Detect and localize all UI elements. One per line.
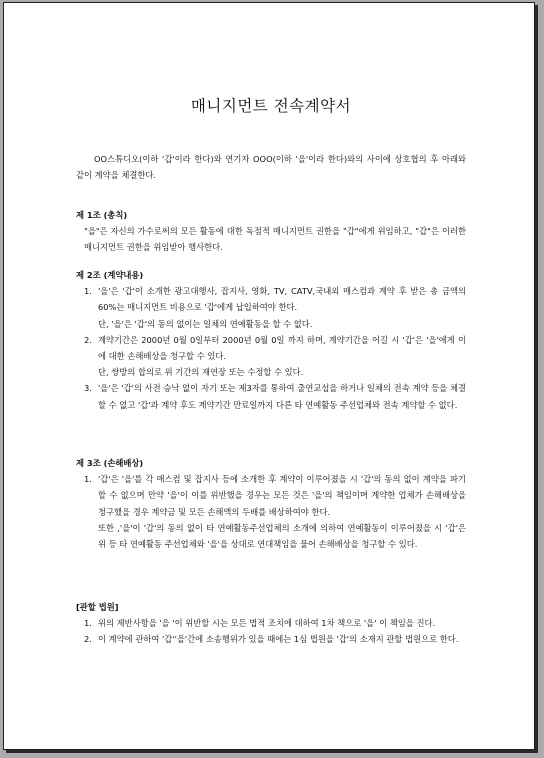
item-number: 3. [84,383,92,394]
list-item [76,615,466,631]
item-text: '을'은 '갑'의 사전 승낙 없이 자기 또는 제3자를 통하여 출연교섭을 하거나 일체의 전속 계약 등을 체결할 수 없고 '갑'과 계약 후도 계약기간 만료일까지 다른 타 연예활동 주선업체와 전속 계약할 수 없다. [98,383,466,410]
item-subtext: 단, '을'은 '갑'의 동의 없이는 일체의 연예활동을 할 수 없다. [98,318,313,329]
list-item [76,380,466,412]
item-number: 1. [84,286,92,297]
list-item [76,283,466,332]
item-subtext: 단, 쌍방의 합의로 위 기간의 재연장 또는 수정할 수 있다. [98,367,304,378]
section-3 [76,455,466,552]
item-text: 이 계약에 관하여 '갑''을'간에 소송행위가 있을 때에는 1심 법원을 '갑'의 소재지 관할 법원으로 한다. [98,634,459,645]
item-number: 1. [84,474,92,485]
intro-block [76,151,466,183]
section-1 [76,207,466,256]
section-2 [76,267,466,413]
section-heading: 제 1조 (총칙) [76,210,128,220]
list-item [76,471,466,552]
list-item [76,332,466,381]
item-text: 위의 제반사항을 '을 '이 위반할 시는 모든 법적 조치에 대하여 1차 책으로 '을' 이 책임을 진다. [98,618,436,629]
section-paragraph: "을"은 자신의 가수로써의 모든 활동에 대한 독점적 매니지먼트 권한을 "갑"에게 위임하고, "갑"은 이러한 매니지먼트 권한을 위임받아 행사한다. [84,226,466,253]
list-item [76,631,466,647]
item-subtext: 또한 ,'을'이 '갑'의 동의 없이 타 연예활동주선업체의 소개에 의하여 연예활동이 이루어졌을 시 '갑'은 위 등 타 연예활동 주선업체와 '을'을 상대로 연대책임을 물어 손해배상을 청구할 수 있다. [98,522,466,550]
clause-list [76,283,466,413]
item-text: '갑'은 '을'를 각 매스컴 및 잡지사 등에 소개한 후 계약이 이루어졌을 시 '갑'의 동의 없이 계약을 파기할 수 없으며 만약 '을'이 이를 위반했을 경우는 모든 것은 '을'의 책임이며 계약한 업체가 손해배상을 청구했을 경우 계약금 및 모든 손해액의 두배를 배상하여야 한다. [98,474,466,517]
clause-list [76,471,466,552]
section-heading: 제 2조 (계약내용) [76,270,144,280]
item-text: 계약기간은 2000년 0월 0일부터 2000년 0월 0일 까지 하며, 계약기간을 어길 시 '갑'은 '을'에게 이에 대한 손해배상을 청구할 수 있다. [98,334,466,362]
section-heading: [관할 법원] [76,602,119,612]
section-heading: 제 3조 (손해배상) [76,458,144,468]
document-title: 매니지먼트 전속계약서 [190,97,352,115]
item-text: '을'은 '갑'이 소개한 광고대행사, 잡지사, 영화, TV, CATV,국내외 매스컴과 계약 후 받은 총 금액의 60%는 매니지먼트 비용으로 '갑'에게 납입하여야 한다. [98,286,466,313]
section-jurisdiction [76,599,466,648]
item-number: 2. [84,334,92,345]
clause-list [76,615,466,647]
item-number: 1. [84,618,92,629]
document-page [3,2,535,750]
intro-paragraph: OO스튜디오(이하 '갑'이라 한다)와 연기자 OOO(이하 '을'이라 한다)와의 사이에 상호협의 후 아래와 같이 계약을 체결한다. [76,154,466,181]
item-number: 2. [84,634,92,645]
